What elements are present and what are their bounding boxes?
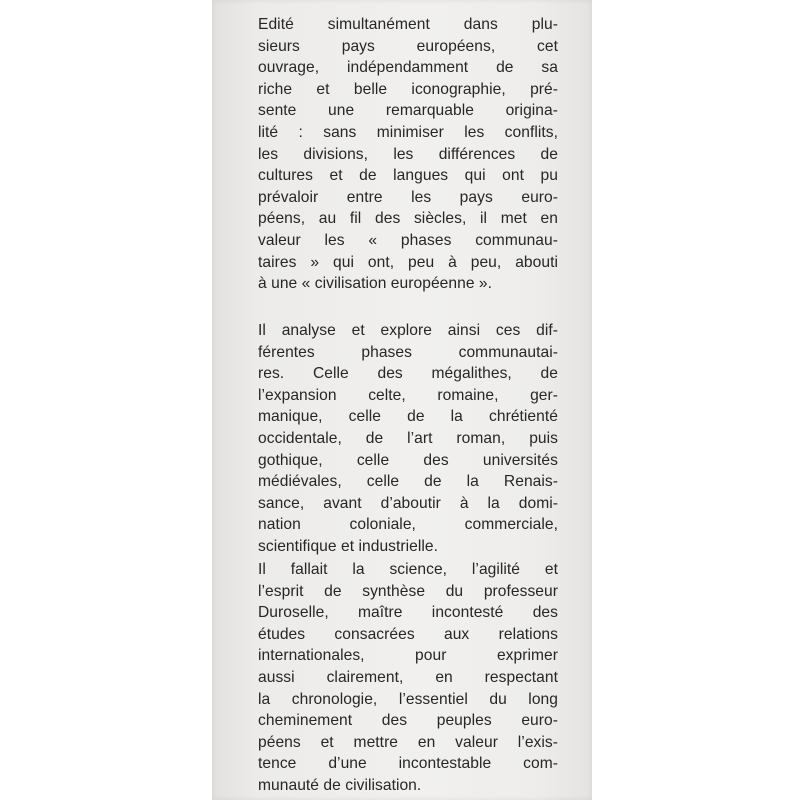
text-line: les divisions, les différences de — [258, 145, 558, 163]
text-line: sance, avant d’aboutir à la domi- — [258, 494, 558, 512]
text-line: lité : sans minimiser les conflits, — [258, 123, 558, 141]
text-line: médiévales, celle de la Renais- — [258, 473, 558, 491]
text-line: nation coloniale, commerciale, — [258, 516, 558, 534]
text-line: Il fallait la science, l’agilité et — [258, 561, 558, 578]
text-line: Il analyse et explore ainsi ces dif- — [258, 322, 558, 339]
text-line: férentes phases communautai- — [258, 343, 558, 361]
text-line: sieurs pays européens, cet — [258, 37, 558, 55]
text-line: munauté de civilisation. — [258, 776, 422, 794]
text-line: études consacrées aux relations — [258, 625, 558, 643]
text-line: la chronologie, l’essentiel du long — [258, 690, 558, 708]
text-line: manique, celle de la chrétienté — [258, 408, 558, 426]
paragraph-3 — [258, 559, 558, 797]
text-line: taires » qui ont, peu à peu, abouti — [258, 253, 558, 271]
text-line: ouvrage, indépendamment de sa — [258, 59, 558, 77]
text-line: l’expansion celte, romaine, ger- — [258, 386, 558, 404]
text-line: internationales, pour exprimer — [258, 647, 558, 665]
text-line: péens et mettre en valeur l’exis- — [258, 733, 558, 751]
text-line: res. Celle des mégalithes, de — [258, 365, 558, 383]
text-line: l’esprit de synthèse du professeur — [258, 582, 558, 600]
text-line: scientifique et industrielle. — [258, 537, 439, 555]
text-line: cultures et de langues qui ont pu — [258, 167, 558, 185]
text-line: aussi clairement, en respectant — [258, 668, 558, 686]
text-line: riche et belle iconographie, pré- — [258, 80, 558, 98]
text-line: péens, au fil des siècles, il met en — [258, 210, 558, 228]
text-line: tence d’une incontestable com- — [258, 755, 558, 773]
text-line: sente une remarquable origina- — [258, 102, 558, 120]
text-line: cheminement des peuples euro- — [258, 712, 558, 730]
text-line: valeur les « phases communau- — [258, 231, 558, 249]
text-line: Duroselle, maître incontesté des — [258, 604, 558, 622]
text-line: occidentale, de l’art roman, puis — [258, 429, 558, 447]
text-line: à une « civilisation européenne ». — [258, 275, 493, 293]
paragraph-1 — [258, 14, 558, 295]
text-line: prévaloir entre les pays euro- — [258, 188, 558, 206]
paragraph-2 — [258, 320, 558, 558]
text-line: Edité simultanément dans plu- — [258, 16, 558, 33]
text-line: gothique, celle des universités — [258, 451, 558, 469]
